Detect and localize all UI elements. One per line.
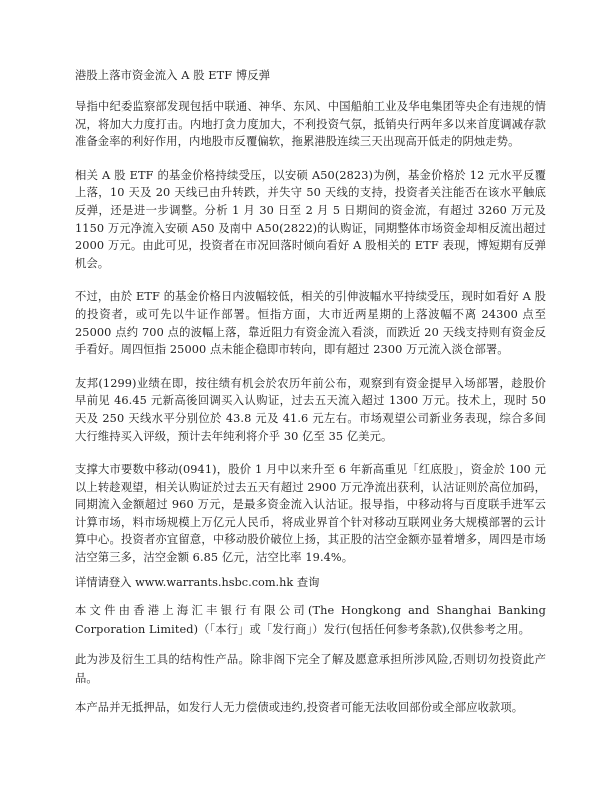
details-link-line: 详情请登入 www.warrants.hsbc.com.hk 查询 — [75, 575, 320, 589]
article-paragraph-3: 不过，由於 ETF 的基金价格日内波幅较低，相关的引伸波幅水平持续受压，现时如看好 A 股的投资者，或可先以牛证作部署。恒指方面，大市近两星期的上落波幅不离 24300 点至 25000 点约 700 点的波幅上落，靠近阻力有资金流入看淡，而跌近 20 天线支持则有资金反手看好。周四恒指 25000 点未能企稳即市转向，即有超过 2300 万元流入淡仓部署。 — [75, 290, 546, 357]
article-paragraph-4: 友邦(1299)业绩在即，按往绩有机会於农历年前公布，观察到有资金提早入场部署，趁股价早前见 46.45 元新高後回调买入认购证，过去五天流入超过 1300 万元。技术上，现时 50 天及 250 天线水平分别位於 43.8 元及 41.6 元左右。市场观望公司新业务表现，综合多间大行维持买入评级，预计去年纯利将介乎 30 亿至 35 亿美元。 — [75, 376, 546, 443]
article-title: 港股上落市资金流入 A 股 ETF 博反弹 — [75, 69, 271, 82]
article-paragraph-1: 导指中纪委监察部发现包括中联通、神华、东风、中国船舶工业及华电集团等央企有违规的情况，将加大力度打击。内地打贪力度加大，不利投资气氛，抵销央行两年多以来首度调减存款准备金率的利好作用，内地股市反覆偏软，拖累港股连续三天出现高开低走的阴烛走势。 — [75, 100, 546, 149]
article-paragraph-5: 支撑大市要数中移动(0941)，股价 1 月中以来升至 6 年新高重见「红底股」，资金於 100 元以上转趁观望，相关认购证於过去五天有超过 2900 万元净流出获利，认沽证则於高位加码，同期流入金额超过 960 万元，是最多资金流入认沽证。报导指，中移动将与百度联手进军云计算市场，料市场规模上万亿元人民币，将成业界首个针对移动互联网业务大规模部署的云计算中心。投资者亦宜留意，中移动股价破位上扬，其正股的沽空金额亦显着增多，周四是市场沽空第三多，沽空金额 6.85 亿元，沽空比率 19.4%。 — [75, 463, 546, 565]
collateral-risk-warning: 本产品并无抵押品，如发行人无力偿债或违约,投资者可能无法收回部份或全部应收款项。 — [75, 701, 524, 715]
derivative-risk-warning: 此为涉及衍生工具的结构性产品。除非阁下完全了解及愿意承担所涉风险,否则切勿投资此产品。 — [75, 653, 546, 686]
article-paragraph-2: 相关 A 股 ETF 的基金价格持续受压，以安硕 A50(2823)为例，基金价格於 12 元水平反覆上落，10 天及 20 天线已由升转跌，并失守 50 天线的支持，投资者关注能否在该水平触底反弹，还是进一步调整。分析 1 月 30 日至 2 月 5 日期间的资金流，有超过 3260 万元及 1150 万元净流入安硕 A50 及南中 A50(2822)的认购证，同期整体市场资金却相反流出超过 2000 万元。由此可见，投资者在市况回落时倾向看好 A 股相关的 ETF 表现，博短期有反弹机会。 — [75, 168, 546, 270]
issuer-disclaimer: 本文件由香港上海汇丰银行有限公司(The Hongkong and Shanghai Banking Corporation Limited)（「本行」或「发行商」）发行(包括任何参考条款),仅供参考之用。 — [75, 604, 546, 637]
